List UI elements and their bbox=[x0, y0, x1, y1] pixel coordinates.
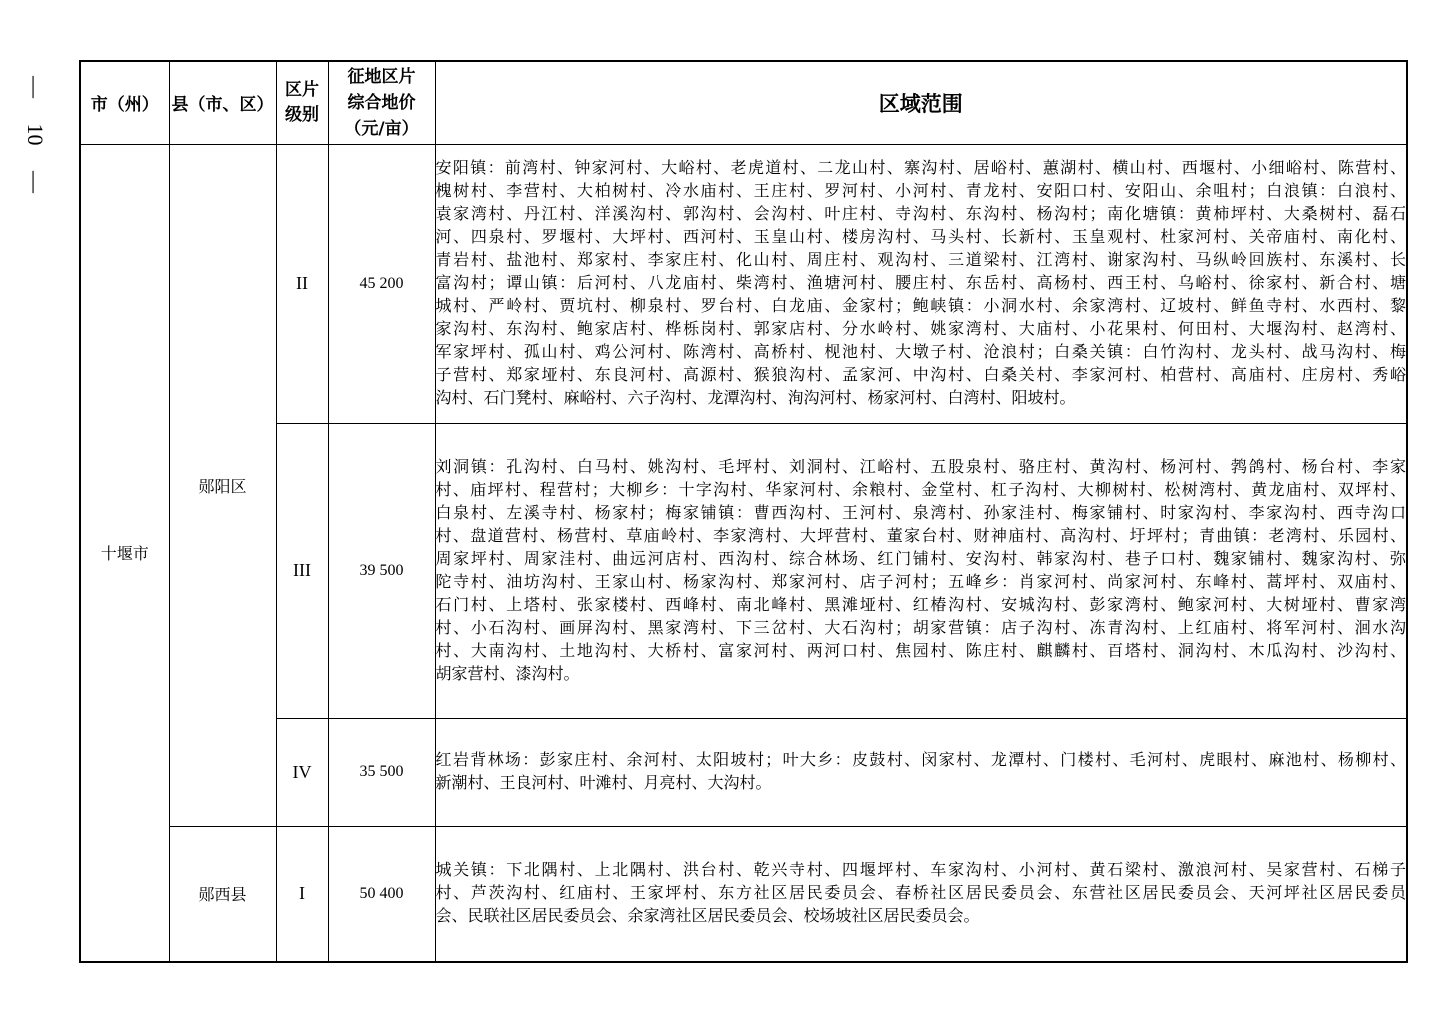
scope-line: 会、民联社区居民委员会、余家湾社区居民委员会、校场坡社区居民委员会。 bbox=[435, 908, 980, 926]
scope-line: 袁家湾村、丹江村、洋溪沟村、郭沟村、会沟村、叶庄村、寺沟村、东沟村、杨沟村；南化塘镇：黄柿坪村、大桑树村、磊石 bbox=[435, 206, 1406, 223]
scope-cell bbox=[435, 144, 1407, 423]
price-cell: 39 500 bbox=[328, 423, 435, 718]
scope-line: 富沟村；谭山镇：后河村、八龙庙村、柴湾村、渔塘河村、腰庄村、东岳村、高杨村、西王村、乌峪村、徐家村、新合村、塘 bbox=[435, 275, 1406, 292]
level-cell: IV bbox=[276, 718, 328, 826]
scope-line: 村、盘道营村、杨营村、草庙岭村、李家湾村、大坪营村、董家台村、财神庙村、高沟村、圩坪村；青曲镇：老湾村、乐园村、 bbox=[435, 527, 1406, 545]
scope-line: 沟村、石门凳村、麻峪村、六子沟村、龙潭沟村、洵沟河村、杨家河村、白湾村、阳坡村。 bbox=[435, 390, 1076, 407]
county-cell: 郧西县 bbox=[169, 826, 276, 962]
scope-line: 槐树村、李营村、大柏树村、冷水庙村、王庄村、罗河村、小河村、青龙村、安阳口村、安阳山、余咀村；白浪镇：白浪村、 bbox=[435, 183, 1406, 200]
price-cell: 35 500 bbox=[328, 718, 435, 826]
scope-line: 红岩背林场：彭家庄村、余河村、太阳坡村；叶大乡：皮鼓村、闵家村、龙潭村、门楼村、毛河村、虎眼村、麻池村、杨柳村、 bbox=[435, 752, 1406, 769]
level-cell: III bbox=[276, 423, 328, 718]
header-city: 市（州） bbox=[80, 61, 169, 144]
header-line: 综合地价 bbox=[347, 92, 416, 113]
scope-line: 石门村、上塔村、张家楼村、西峰村、南北峰村、黑滩垭村、红椿沟村、安城沟村、彭家湾村、鲍家河村、大树垭村、曹家湾 bbox=[435, 596, 1406, 614]
level-cell: I bbox=[276, 826, 328, 962]
scope-line: 胡家营村、漆沟村。 bbox=[435, 665, 580, 683]
table-header-row bbox=[80, 61, 1407, 144]
city-cell: 十堰市 bbox=[80, 144, 169, 962]
header-county: 县（市、区） bbox=[169, 61, 276, 144]
scope-line: 村、大南沟村、土地沟村、大桥村、富家河村、两河口村、焦园村、陈庄村、麒麟村、百塔村、洞沟村、木瓜沟村、沙沟村、 bbox=[435, 642, 1406, 660]
header-line: 级别 bbox=[285, 104, 319, 125]
header-level bbox=[276, 61, 328, 144]
header-line: （元/亩） bbox=[344, 118, 419, 139]
price-cell: 50 400 bbox=[328, 826, 435, 962]
scope-cell bbox=[435, 826, 1407, 962]
scope-line: 新潮村、王良河村、叶滩村、月亮村、大沟村。 bbox=[435, 775, 772, 792]
scope-cell bbox=[435, 718, 1407, 826]
level-cell: II bbox=[276, 144, 328, 423]
table-row bbox=[80, 144, 1407, 423]
scope-line: 河、四泉村、罗堰村、大坪村、西河村、玉皇山村、楼房沟村、马头村、长新村、玉皇观村、杜家河村、关帝庙村、南化村、 bbox=[435, 229, 1406, 246]
scope-line: 家沟村、东沟村、鲍家店村、桦栎岗村、郭家店村、分水岭村、姚家湾村、大庙村、小花果村、何田村、大堰沟村、赵湾村、 bbox=[435, 321, 1406, 338]
header-line: 区片 bbox=[285, 79, 319, 100]
price-cell: 45 200 bbox=[328, 144, 435, 423]
page-number: — 10 — bbox=[23, 75, 48, 193]
scope-line: 子营村、郑家垭村、东良河村、高源村、猴狼沟村、孟家河、中沟村、白桑关村、李家河村、柏营村、高庙村、庄房村、秀峪 bbox=[435, 367, 1406, 384]
header-scope: 区域范围 bbox=[435, 61, 1407, 144]
header-line: 征地区片 bbox=[347, 66, 416, 87]
table-row bbox=[80, 718, 1407, 826]
scope-line: 军家坪村、孤山村、鸡公河村、陈湾村、高桥村、枧池村、大墩子村、沧浪村；白桑关镇：白竹沟村、龙头村、战马沟村、梅 bbox=[435, 344, 1406, 361]
scope-cell bbox=[435, 423, 1407, 718]
scope-line: 城村、严岭村、贾坑村、柳泉村、罗台村、白龙庙、金家村；鲍峡镇：小洞水村、余家湾村、辽坡村、鲜鱼寺村、水西村、黎 bbox=[435, 298, 1406, 315]
scope-line: 城关镇：下北隅村、上北隅村、洪台村、乾兴寺村、四堰坪村、车家沟村、小河村、黄石梁村、激浪河村、吴家营村、石梯子 bbox=[435, 862, 1406, 880]
scope-line: 村、小石沟村、画屏沟村、黑家湾村、下三岔村、大石沟村；胡家营镇：店子沟村、冻青沟村、上红庙村、将军河村、洄水沟 bbox=[435, 619, 1406, 637]
scope-line: 村、芦茨沟村、红庙村、王家坪村、东方社区居民委员会、春桥社区居民委员会、东营社区居民委员会、天河坪社区居民委员 bbox=[435, 885, 1406, 903]
scope-line: 刘洞镇：孔沟村、白马村、姚沟村、毛坪村、刘洞村、江峪村、五股泉村、骆庄村、黄沟村、杨河村、鹁鸽村、杨台村、李家 bbox=[435, 458, 1406, 476]
county-cell: 郧阳区 bbox=[169, 144, 276, 826]
scope-line: 陀寺村、油坊沟村、王家山村、杨家沟村、郑家河村、店子河村；五峰乡：肖家河村、尚家河村、东峰村、蒿坪村、双庙村、 bbox=[435, 573, 1406, 591]
header-price bbox=[328, 61, 435, 144]
scope-line: 青岩村、盐池村、郑家村、李家庄村、化山村、周庄村、观沟村、三道梁村、江湾村、谢家沟村、马纵岭回族村、东溪村、长 bbox=[435, 252, 1406, 269]
scope-line: 安阳镇：前湾村、钟家河村、大峪村、老虎道村、二龙山村、寨沟村、居峪村、蕙湖村、横山村、西堰村、小细峪村、陈营村、 bbox=[435, 160, 1406, 177]
land-price-table bbox=[79, 60, 1408, 963]
scope-line: 白泉村、左溪寺村、杨家村；梅家铺镇：曹西沟村、王河村、泉湾村、孙家洼村、梅家铺村、时家沟村、李家沟村、西寺沟口 bbox=[435, 504, 1406, 522]
scope-line: 村、庙坪村、程营村；大柳乡：十字沟村、华家河村、余粮村、金堂村、杠子沟村、大柳树村、松树湾村、黄龙庙村、双坪村、 bbox=[435, 481, 1406, 499]
table-row bbox=[80, 423, 1407, 718]
scope-line: 周家坪村、周家洼村、曲远河店村、西沟村、综合林场、红门铺村、安沟村、韩家沟村、巷子口村、魏家铺村、魏家沟村、弥 bbox=[435, 550, 1406, 568]
table-row bbox=[80, 826, 1407, 962]
